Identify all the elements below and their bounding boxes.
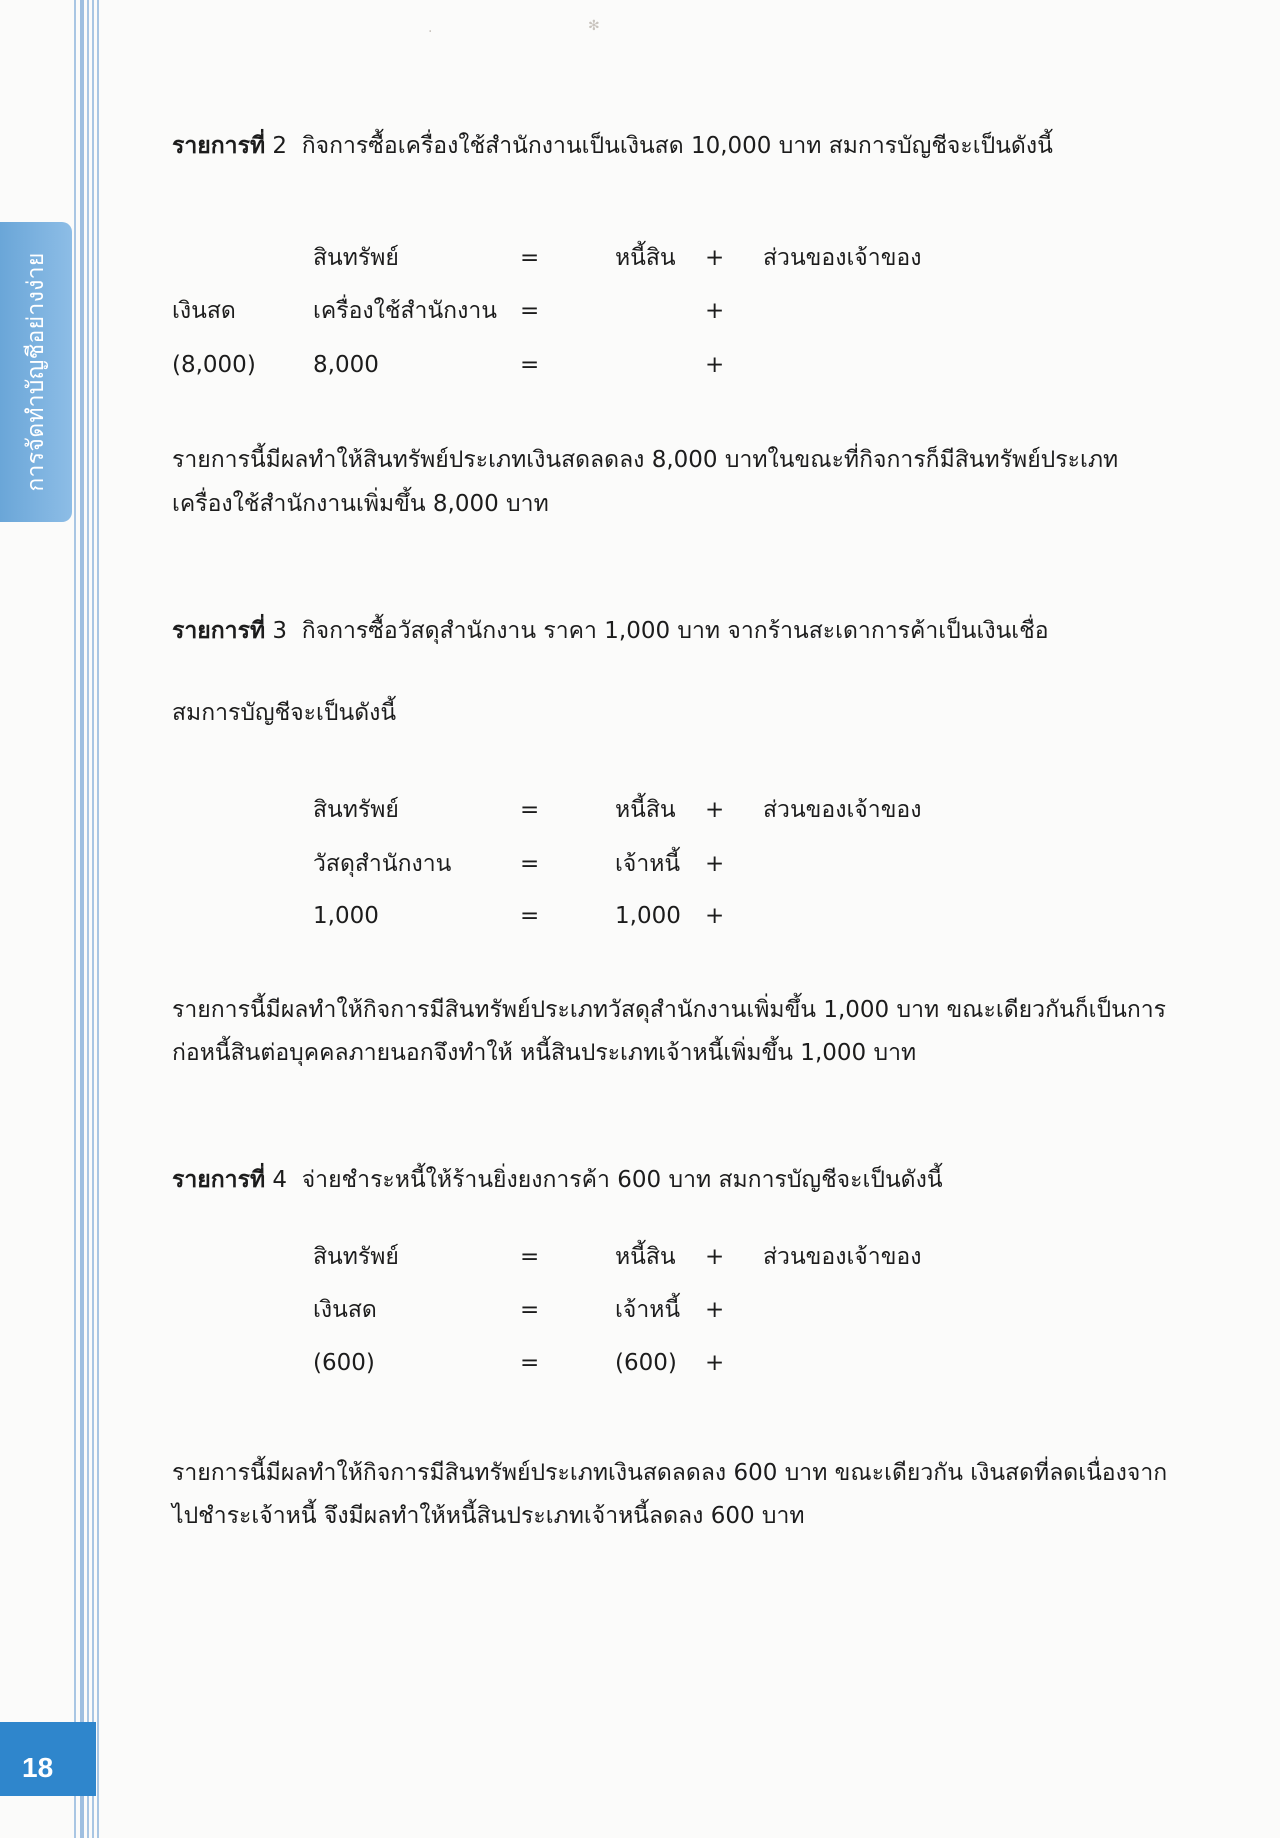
item3-heading <box>172 618 1049 646</box>
item2-row1-col1: เงินสด <box>172 298 236 324</box>
item3-explanation-line1: รายการนี้มีผลทำให้กิจการมีสินทรัพย์ประเภทวัสดุสำนักงานเพิ่มขึ้น 1,000 บาท ขณะเดียวกันก็เป็นการ <box>172 997 1167 1023</box>
item4-label: รายการที่ <box>172 1167 266 1193</box>
item2-row2-col2: 8,000 <box>313 352 379 378</box>
item4-explanation-line2: ไปชำระเจ้าหนี้ จึงมีผลทำให้หนี้สินประเภทเจ้าหนี้ลดลง 600 บาท <box>172 1503 805 1529</box>
item3-row2-liability: 1,000 <box>615 903 681 929</box>
item4-heading <box>172 1167 943 1195</box>
scan-speck: · <box>428 24 433 40</box>
item2-explanation-line1: รายการนี้มีผลทำให้สินทรัพย์ประเภทเงินสดลดลง 8,000 บาทในขณะที่กิจการก็มีสินทรัพย์ประเภท <box>172 447 1119 473</box>
item3-number: 3 <box>272 618 288 644</box>
item4-row1-eq: = <box>520 1297 540 1323</box>
item4-header-eq: = <box>520 1244 540 1270</box>
section-title: การจัดทำบัญชีอย่างง่าย <box>23 252 49 492</box>
item3-label: รายการที่ <box>172 618 266 644</box>
item4-number: 4 <box>272 1167 288 1193</box>
item2-label: รายการที่ <box>172 133 266 159</box>
item3-description-line2: สมการบัญชีจะเป็นดังนี้ <box>172 700 397 726</box>
item3-header-equity: ส่วนของเจ้าของ <box>763 797 922 823</box>
item3-row1-eq: = <box>520 851 540 877</box>
item2-row1-eq: = <box>520 298 540 324</box>
item2-header-liability: หนี้สิน <box>615 245 676 271</box>
item2-heading <box>172 133 1053 161</box>
item2-header-asset: สินทรัพย์ <box>313 245 399 271</box>
item3-row1-asset: วัสดุสำนักงาน <box>313 851 452 877</box>
item4-row2-liability: (600) <box>615 1350 677 1376</box>
item3-header-liability: หนี้สิน <box>615 797 676 823</box>
item2-explanation-line2: เครื่องใช้สำนักงานเพิ่มขึ้น 8,000 บาท <box>172 491 549 517</box>
item2-row2-eq: = <box>520 352 540 378</box>
item3-header-asset: สินทรัพย์ <box>313 797 399 823</box>
item2-header-eq: = <box>520 245 540 271</box>
item3-row2-plus: + <box>705 903 725 929</box>
item4-row2-plus: + <box>705 1350 725 1376</box>
item3-explanation-line2: ก่อหนี้สินต่อบุคคลภายนอกจึงทำให้ หนี้สินประเภทเจ้าหนี้เพิ่มขึ้น 1,000 บาท <box>172 1040 917 1066</box>
item2-row2-plus: + <box>705 352 725 378</box>
item2-header-equity: ส่วนของเจ้าของ <box>763 245 922 271</box>
page-number: 18 <box>22 1752 54 1783</box>
item2-row1-col2: เครื่องใช้สำนักงาน <box>313 298 497 324</box>
item4-header-liability: หนี้สิน <box>615 1244 676 1270</box>
item3-row2-asset: 1,000 <box>313 903 379 929</box>
item4-explanation-line1: รายการนี้มีผลทำให้กิจการมีสินทรัพย์ประเภทเงินสดลดลง 600 บาท ขณะเดียวกัน เงินสดที่ลดเนื่องจาก <box>172 1460 1168 1486</box>
item3-row1-plus: + <box>705 851 725 877</box>
item2-description: กิจการซื้อเครื่องใช้สำนักงานเป็นเงินสด 10,000 บาท สมการบัญชีจะเป็นดังนี้ <box>301 133 1053 159</box>
item4-row1-plus: + <box>705 1297 725 1323</box>
item3-description: กิจการซื้อวัสดุสำนักงาน ราคา 1,000 บาท จากร้านสะเดาการค้าเป็นเงินเชื่อ <box>301 618 1049 644</box>
item3-header-eq: = <box>520 797 540 823</box>
item4-row2-asset: (600) <box>313 1350 375 1376</box>
item2-row1-plus: + <box>705 298 725 324</box>
item3-header-plus: + <box>705 797 725 823</box>
item4-header-equity: ส่วนของเจ้าของ <box>763 1244 922 1270</box>
item3-row2-eq: = <box>520 903 540 929</box>
item4-description: จ่ายชำระหนี้ให้ร้านยิ่งยงการค้า 600 บาท สมการบัญชีจะเป็นดังนี้ <box>301 1167 943 1193</box>
item4-row2-eq: = <box>520 1350 540 1376</box>
item4-row1-liability: เจ้าหนี้ <box>615 1297 681 1323</box>
item2-header-plus: + <box>705 245 725 271</box>
item4-header-plus: + <box>705 1244 725 1270</box>
item2-number: 2 <box>272 133 288 159</box>
scan-speck: ✻ <box>588 18 600 34</box>
item2-row2-col1: (8,000) <box>172 352 256 378</box>
item3-row1-liability: เจ้าหนี้ <box>615 851 681 877</box>
item4-row1-asset: เงินสด <box>313 1297 377 1323</box>
item4-header-asset: สินทรัพย์ <box>313 1244 399 1270</box>
